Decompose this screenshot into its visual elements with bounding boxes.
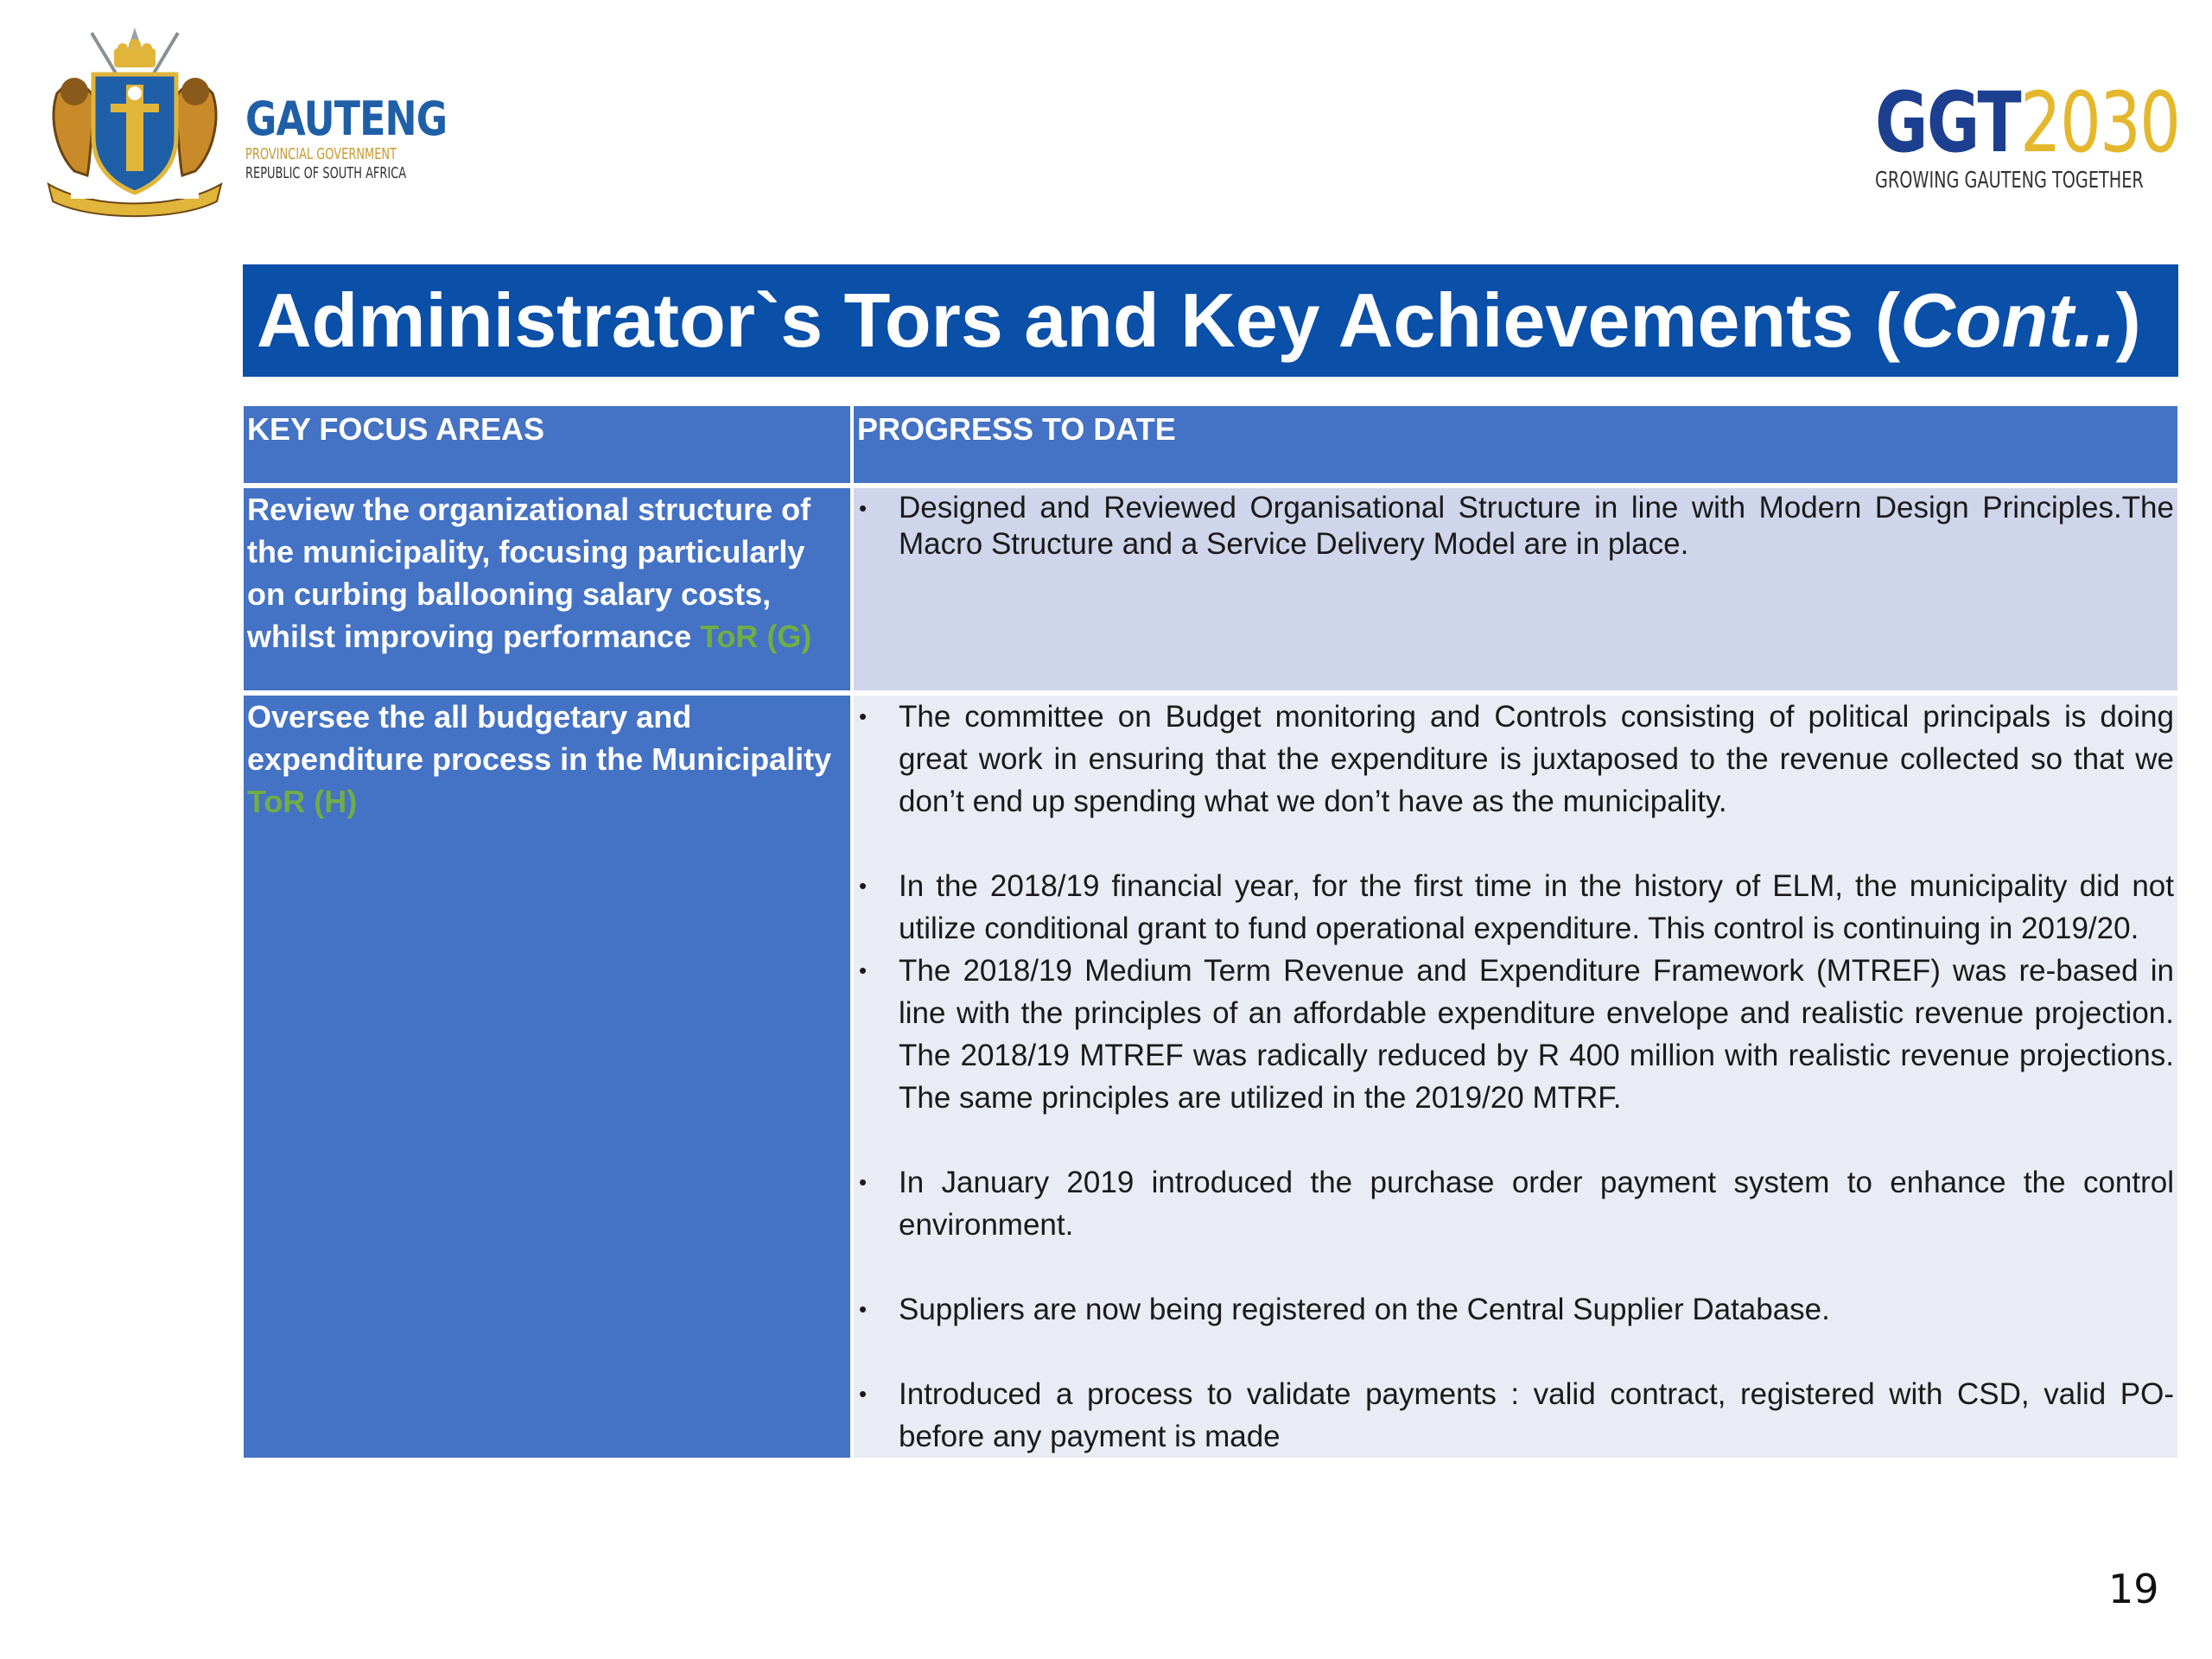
- bullet-icon: •: [859, 873, 868, 899]
- bullet-icon: •: [859, 957, 868, 983]
- progress-cell: [852, 486, 2177, 693]
- focus-area-text: Oversee the all budgetary and expenditure process in the Municipality: [247, 699, 832, 777]
- progress-text: Suppliers are now being registered on the Central Supplier Database.: [899, 1293, 1830, 1326]
- focus-area-text: Review the organizational structure of the municipality, focusing particularly on curbing ballooning salary costs, whilst improving performance: [247, 492, 811, 654]
- ggt-year: 2030: [2020, 74, 2180, 171]
- gauteng-logo: [40, 24, 454, 223]
- gauteng-name: GAUTENG: [245, 92, 448, 146]
- page-number: 19: [2108, 1566, 2159, 1612]
- gauteng-provincial-government: PROVINCIAL GOVERNMENT: [245, 145, 397, 163]
- table-row: [244, 486, 2177, 693]
- progress-item: [854, 950, 2174, 1119]
- header-progress-to-date: PROGRESS TO DATE: [852, 406, 2177, 486]
- table-header-row: [244, 406, 2177, 486]
- progress-item: [854, 696, 2174, 823]
- progress-cell: [852, 693, 2177, 1458]
- ggt2030-logo: [1875, 74, 2186, 200]
- ggt2030-wordmark: [1875, 74, 2180, 171]
- bullet-icon: •: [859, 1381, 868, 1407]
- bullet-icon: •: [859, 1169, 868, 1195]
- progress-item: [854, 865, 2174, 950]
- ggt-tagline: GROWING GAUTENG TOGETHER: [1875, 168, 2144, 194]
- bullet-icon: •: [859, 495, 868, 521]
- progress-list: [854, 696, 2174, 1458]
- title-italic: Cont..: [1900, 277, 2116, 363]
- title-close: ): [2115, 277, 2141, 363]
- progress-text: In January 2019 introduced the purchase order payment system to enhance the control environment.: [899, 1166, 2174, 1242]
- slide-title: [257, 276, 2141, 365]
- progress-list: [854, 490, 2174, 563]
- progress-item: [854, 490, 2174, 563]
- focus-area-cell: [244, 693, 852, 1458]
- bullet-icon: •: [859, 1296, 868, 1322]
- progress-item: [854, 1373, 2174, 1458]
- title-banner: [243, 264, 2178, 377]
- bullet-icon: •: [859, 703, 868, 729]
- progress-text: Introduced a process to validate payments : valid contract, registered with CSD, valid PO- before any payment is made: [899, 1377, 2174, 1453]
- focus-table: [244, 406, 2177, 1458]
- tor-reference: ToR (G): [700, 619, 812, 654]
- header-key-focus-areas: KEY FOCUS AREAS: [244, 406, 852, 486]
- progress-text: The 2018/19 Medium Term Revenue and Expenditure Framework (MTREF) was re-based in line with the principles of an affordable expenditure envelope and realistic revenue projection. The 2018/19 MTREF was radically reduced by R 400 million with realistic revenue projections. The same principles are utilized in the 2019/20 MTRF.: [899, 954, 2174, 1115]
- progress-text: Designed and Reviewed Organisational Structure in line with Modern Design Principles.The Macro Structure and a Service Delivery Model are in place.: [899, 491, 2174, 561]
- focus-area-cell: [244, 486, 852, 693]
- progress-item: [854, 1288, 2174, 1331]
- progress-text: The committee on Budget monitoring and Controls consisting of political principals is doing great work in ensuring that the expenditure is juxtaposed to the revenue collected so that we don’t end up spending what we don’t have as the municipality.: [899, 700, 2174, 818]
- gauteng-republic: REPUBLIC OF SOUTH AFRICA: [245, 164, 407, 182]
- title-main: Administrator`s Tors and Key Achievements (: [257, 277, 1901, 363]
- progress-item: [854, 1161, 2174, 1246]
- coat-of-arms-icon: [40, 24, 230, 219]
- progress-text: In the 2018/19 financial year, for the first time in the history of ELM, the municipality did not utilize conditional grant to fund operational expenditure. This control is continuing in 2019/20.: [899, 869, 2174, 945]
- ggt-prefix: GGT: [1875, 74, 2021, 171]
- tor-reference: ToR (H): [247, 784, 358, 819]
- table-row: [244, 693, 2177, 1458]
